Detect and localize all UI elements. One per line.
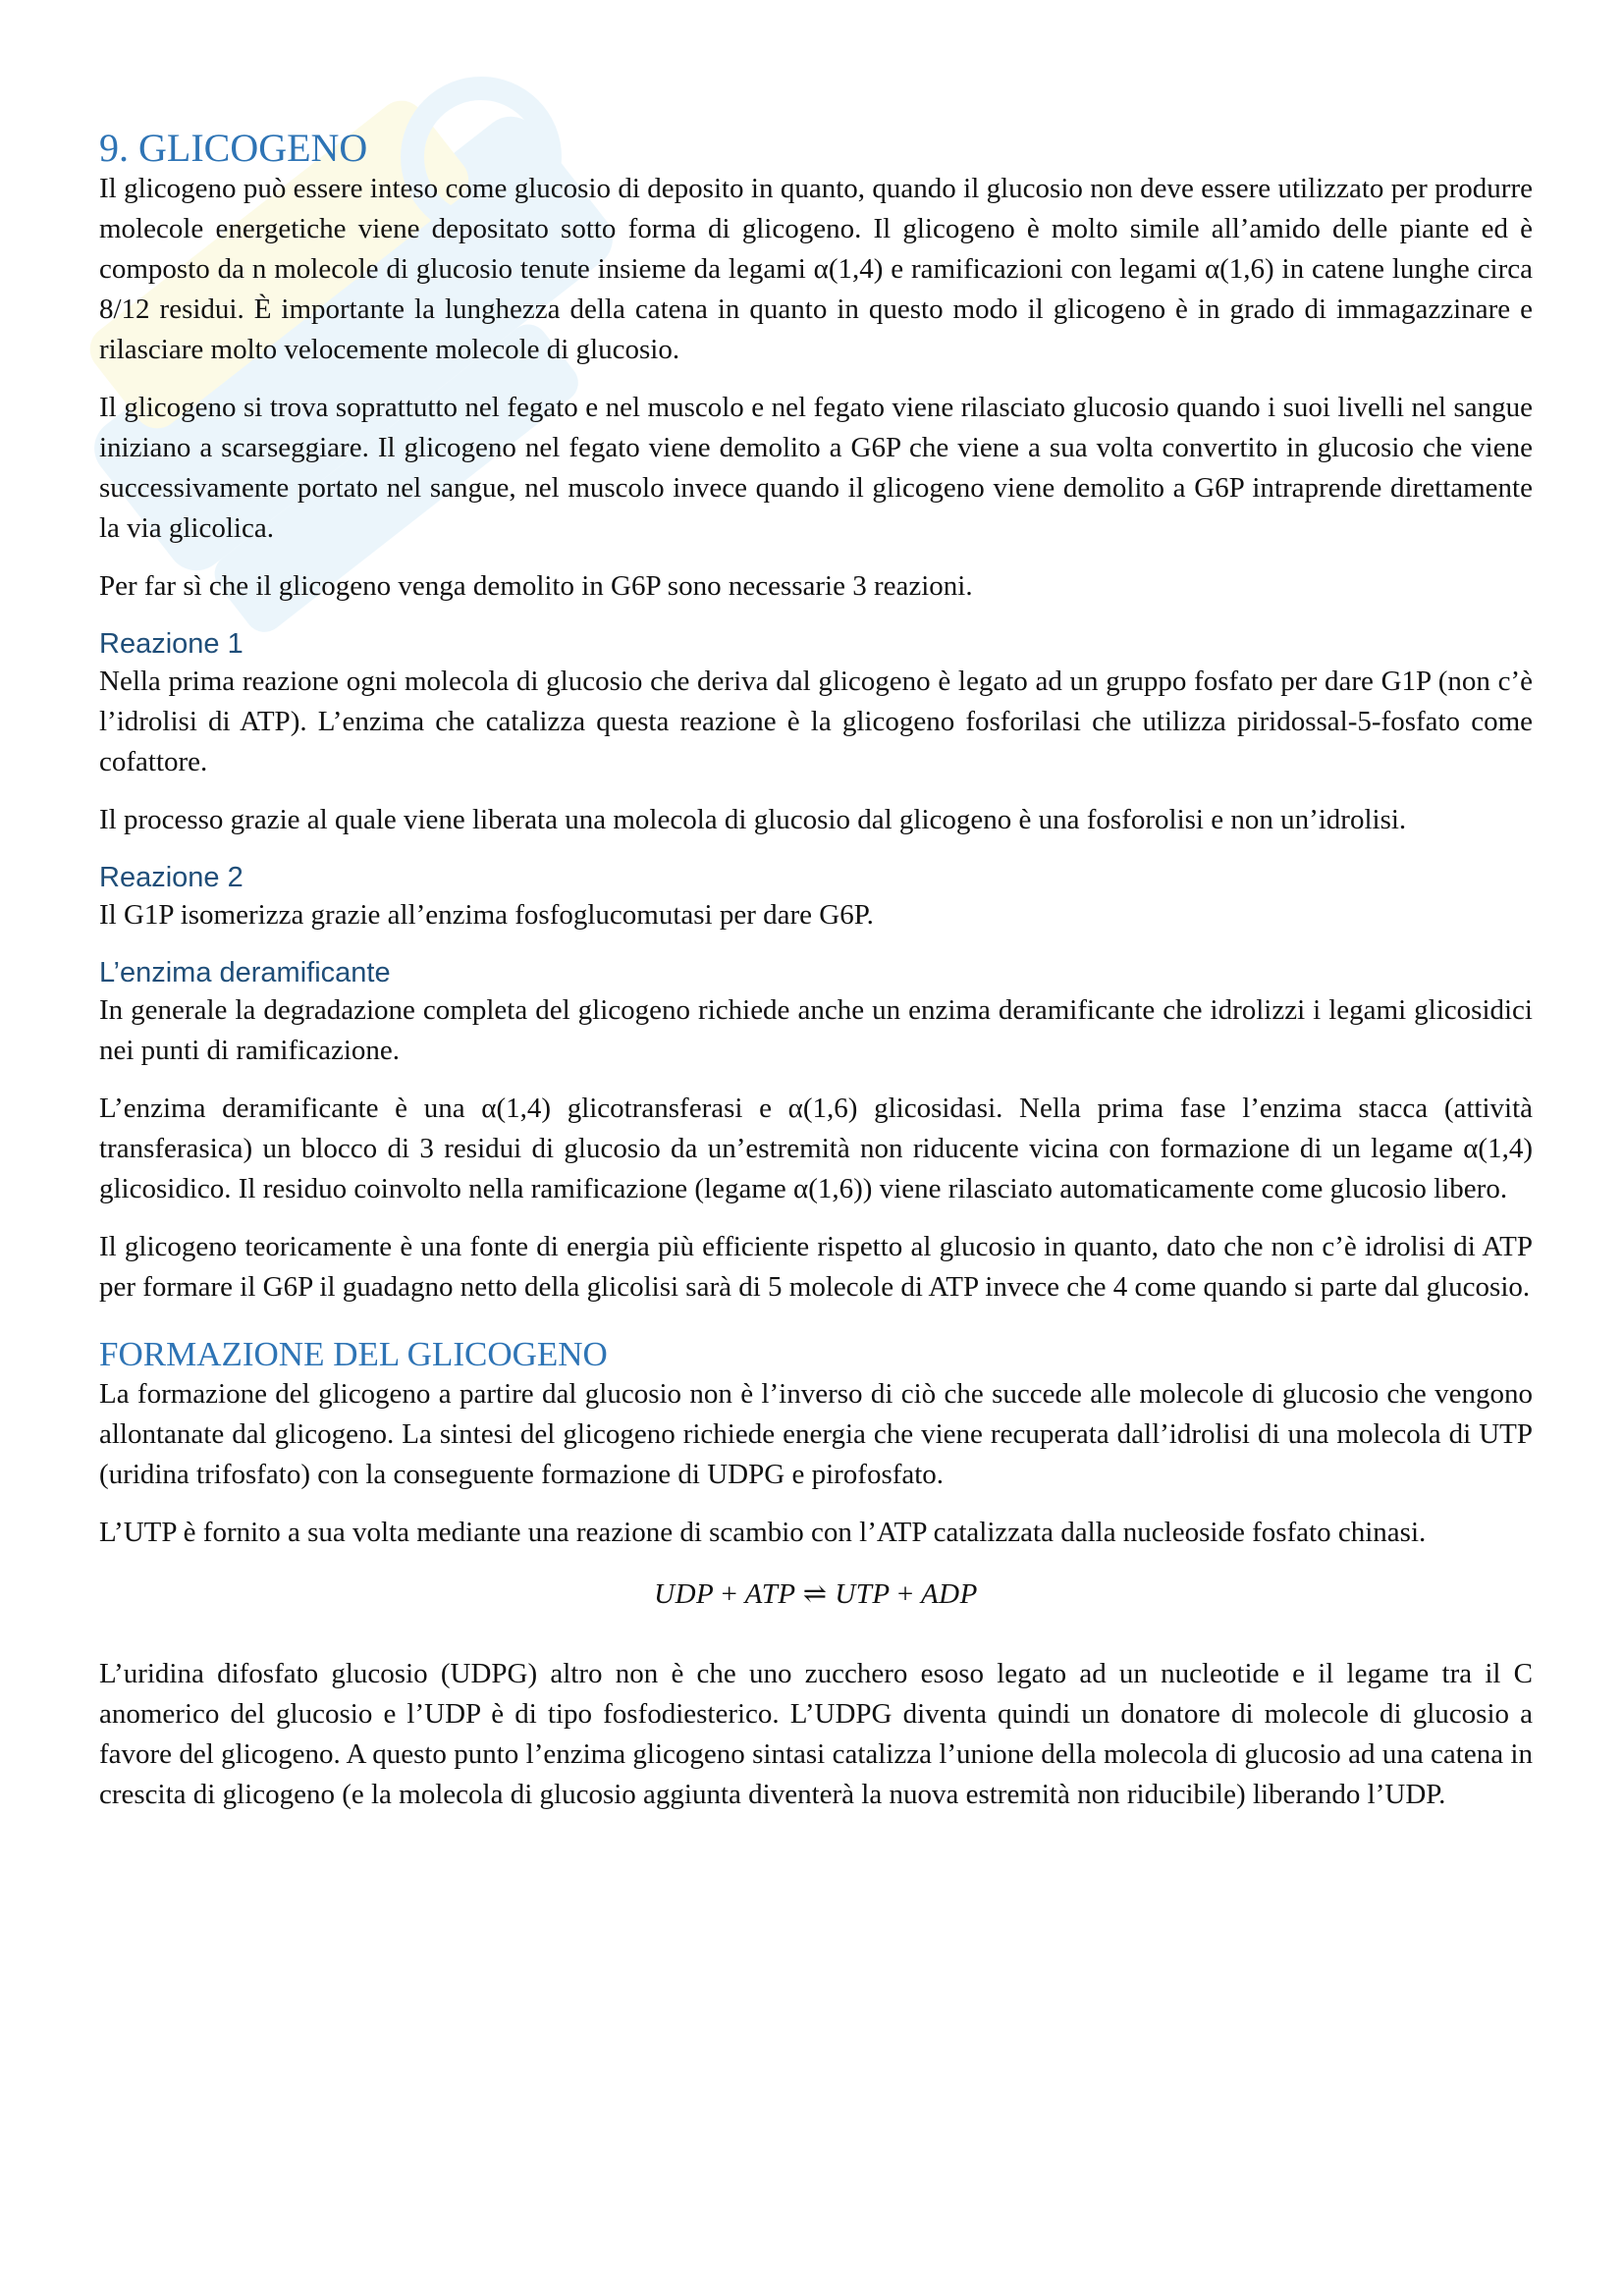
section-heading-enzima-deramificante: L’enzima deramificante	[99, 957, 391, 988]
document-page	[99, 128, 1533, 1833]
page-title: 9. GLICOGENO	[99, 126, 368, 170]
formazione-paragraph: La formazione del glicogeno a partire dal glucosio non è l’inverso di ciò che succede alle molecole di glucosio che vengono allontanate dal glicogeno. La sintesi del glicogeno richiede energia che viene recuperata dall’idrolisi di una molecola di UTP (uridina trifosfato) con la conseguente formazione di UDPG e pirofosfato.	[99, 1378, 1533, 1490]
equation-term: UTP	[835, 1578, 891, 1610]
reazione-1-paragraph: Nella prima reazione ogni molecola di glucosio che deriva dal glicogeno è legato ad un gruppo fosfato per dare G1P (non c’è l’idrolisi di ATP). L’enzima che catalizza questa reazione è la glicogeno fosforilasi che utilizza piridossal-5-fosfato come cofattore.	[99, 666, 1533, 777]
deramificante-paragraph: L’enzima deramificante è una α(1,4) glicotransferasi e α(1,6) glicosidasi. Nella prima fase l’enzima stacca (attività transferasica) un blocco di 3 residui di glucosio da un’estremità non riducente vicina con formazione di un legame α(1,4) glicosidico. Il residuo coinvolto nella ramificazione (legame α(1,6)) viene rilasciato automaticamente come glucosio libero.	[99, 1093, 1533, 1204]
equation-operator: +	[896, 1578, 914, 1610]
equation-utp-exchange	[99, 1575, 1533, 1615]
intro-paragraph: Per far sì che il glicogeno venga demolito in G6P sono necessarie 3 reazioni.	[99, 570, 973, 602]
equilibrium-arrow-icon: ⇌	[802, 1578, 828, 1610]
formazione-paragraph: L’UTP è fornito a sua volta mediante una reazione di scambio con l’ATP catalizzata dalla nucleoside fosfato chinasi.	[99, 1517, 1427, 1548]
section-heading-formazione: FORMAZIONE DEL GLICOGENO	[99, 1335, 608, 1373]
reazione-2-paragraph: Il G1P isomerizza grazie all’enzima fosfoglucomutasi per dare G6P.	[99, 899, 874, 931]
section-heading-reazione-2: Reazione 2	[99, 862, 243, 893]
equation-term: ADP	[920, 1578, 978, 1610]
deramificante-paragraph: Il glicogeno teoricamente è una fonte di energia più efficiente rispetto al glucosio in quanto, dato che non c’è idrolisi di ATP per formare il G6P il guadagno netto della glicolisi sarà di 5 molecole di ATP invece che 4 come quando si parte dal glucosio.	[99, 1231, 1533, 1303]
reazione-1-paragraph: Il processo grazie al quale viene liberata una molecola di glucosio dal glicogeno è una fosforolisi e non un’idrolisi.	[99, 804, 1407, 835]
equation-term: ATP	[744, 1578, 796, 1610]
intro-paragraph: Il glicogeno può essere inteso come glucosio di deposito in quanto, quando il glucosio non deve essere utilizzato per produrre molecole energetiche viene depositato sotto forma di glicogeno. Il glicogeno è molto simile all’amido delle piante ed è composto da n molecole di glucosio tenute insieme da legami α(1,4) e ramificazioni con legami α(1,6) in catene lunghe circa 8/12 residui. È importante la lunghezza della catena in quanto in questo modo il glicogeno è in grado di immagazzinare e rilasciare molto velocemente molecole di glucosio.	[99, 173, 1533, 365]
formazione-paragraph: L’uridina difosfato glucosio (UDPG) altro non è che uno zucchero esoso legato ad un nucleotide e il legame tra il C anomerico del glucosio e l’UDP è di tipo fosfodiesterico. L’UDPG diventa quindi un donatore di molecole di glucosio a favore del glicogeno. A questo punto l’enzima glicogeno sintasi catalizza l’unione della molecola di glucosio ad una catena in crescita di glicogeno (e la molecola di glucosio aggiunta diventerà la nuova estremità non riducibile) liberando l’UDP.	[99, 1658, 1533, 1810]
equation-operator: +	[721, 1578, 738, 1610]
intro-paragraph: Il glicogeno si trova soprattutto nel fegato e nel muscolo e nel fegato viene rilasciato glucosio quando i suoi livelli nel sangue iniziano a scarseggiare. Il glicogeno nel fegato viene demolito a G6P che viene a sua volta convertito in glucosio che viene successivamente portato nel sangue, nel muscolo invece quando il glicogeno viene demolito a G6P intraprende direttamente la via glicolica.	[99, 392, 1533, 544]
section-heading-reazione-1: Reazione 1	[99, 628, 243, 660]
deramificante-paragraph: In generale la degradazione completa del glicogeno richiede anche un enzima deramificante che idrolizzi i legami glicosidici nei punti di ramificazione.	[99, 994, 1533, 1066]
equation-term: UDP	[654, 1578, 714, 1610]
